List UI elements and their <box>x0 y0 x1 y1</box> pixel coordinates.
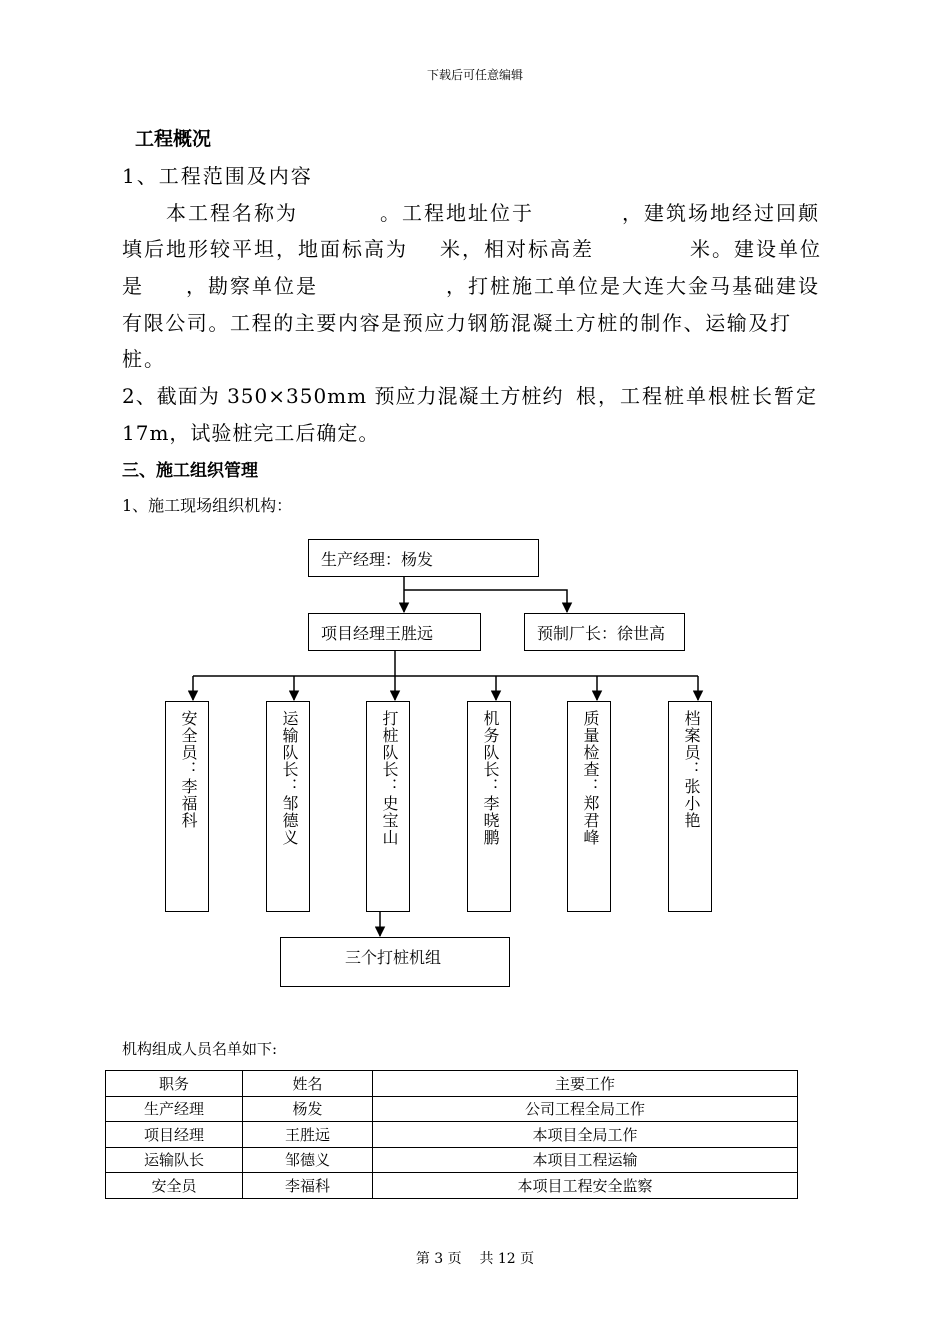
para-line3-a: 是 <box>122 274 144 298</box>
org-box-production-manager: 生产经理：杨发 <box>308 539 539 577</box>
para-line2-b: 米，相对标高差 <box>440 237 594 261</box>
table-cell: 生产经理 <box>106 1096 243 1122</box>
item2-line2: 17m，试验桩完工后确定。 <box>122 421 380 445</box>
para-line4: 有限公司。工程的主要内容是预应力钢筋混凝土方桩的制作、运输及打 <box>122 311 792 335</box>
org-box-piling-units: 三个打桩机组 <box>280 937 510 987</box>
section-title-management: 三、施工组织管理 <box>122 461 258 481</box>
table-cell: 项目经理 <box>106 1122 243 1148</box>
org-box-factory-director: 预制厂长：徐世高 <box>524 613 685 651</box>
table-header-row <box>106 1071 798 1097</box>
para-line1-b: 。工程地址位于 <box>380 201 534 225</box>
table-row <box>106 1173 798 1199</box>
download-note: 下载后可任意编辑 <box>426 68 523 82</box>
org-box-project-manager: 项目经理王胜远 <box>308 613 481 651</box>
page-number: 第 3 页 <box>415 1251 462 1267</box>
item1-title: 1、工程范围及内容 <box>122 164 313 188</box>
para-line5: 桩。 <box>122 347 166 371</box>
table-cell: 邹德义 <box>243 1147 373 1173</box>
table-row <box>106 1096 798 1122</box>
para-line3-c: ，打桩施工单位是大连大金马基础建设 <box>446 274 820 298</box>
staff-table <box>105 1070 798 1199</box>
page-footer <box>0 1248 950 1268</box>
org-box-transport-leader: 运输队长：邹德义 <box>266 701 310 912</box>
org-box-machinery-leader: 机务队长：李晓鹏 <box>467 701 511 912</box>
table-header-cell: 主要工作 <box>373 1071 798 1097</box>
org-box-archivist: 档案员：张小艳 <box>668 701 712 912</box>
table-cell: 李福科 <box>243 1173 373 1199</box>
table-cell: 本项目工程安全监察 <box>373 1173 798 1199</box>
item2-line1-b: 根，工程桩单根桩长暂定 <box>576 384 818 408</box>
table-cell: 杨发 <box>243 1096 373 1122</box>
para-line1-a: 本工程名称为 <box>166 201 298 225</box>
table-cell: 公司工程全局工作 <box>373 1096 798 1122</box>
para-line2-a: 填后地形较平坦，地面标高为 <box>122 237 408 261</box>
table-cell: 本项目全局工作 <box>373 1122 798 1148</box>
staff-intro: 机构组成人员名单如下: <box>122 1040 278 1058</box>
org-box-safety-officer: 安全员：李福科 <box>165 701 209 912</box>
table-cell: 本项目工程运输 <box>373 1147 798 1173</box>
section-title-overview: 工程概况 <box>135 128 212 150</box>
table-row <box>106 1147 798 1173</box>
org-box-quality-inspector: 质量检查：郑君峰 <box>567 701 611 912</box>
table-header-cell: 姓名 <box>243 1071 373 1097</box>
item2-line1-a: 2、截面为 350×350mm 预应力混凝土方桩约 <box>122 384 564 408</box>
table-cell: 王胜远 <box>243 1122 373 1148</box>
para-line1-c: ，建筑场地经过回颠 <box>622 201 820 225</box>
para-line2-c: 米。建设单位 <box>690 237 822 261</box>
table-header-cell: 职务 <box>106 1071 243 1097</box>
org-intro: 1、施工现场组织机构： <box>122 496 293 515</box>
table-row <box>106 1122 798 1148</box>
table-cell: 运输队长 <box>106 1147 243 1173</box>
org-box-piling-leader: 打桩队长：史宝山 <box>366 701 410 912</box>
para-line3-b: ，勘察单位是 <box>186 274 318 298</box>
table-cell: 安全员 <box>106 1173 243 1199</box>
page-total: 共 12 页 <box>479 1251 535 1267</box>
